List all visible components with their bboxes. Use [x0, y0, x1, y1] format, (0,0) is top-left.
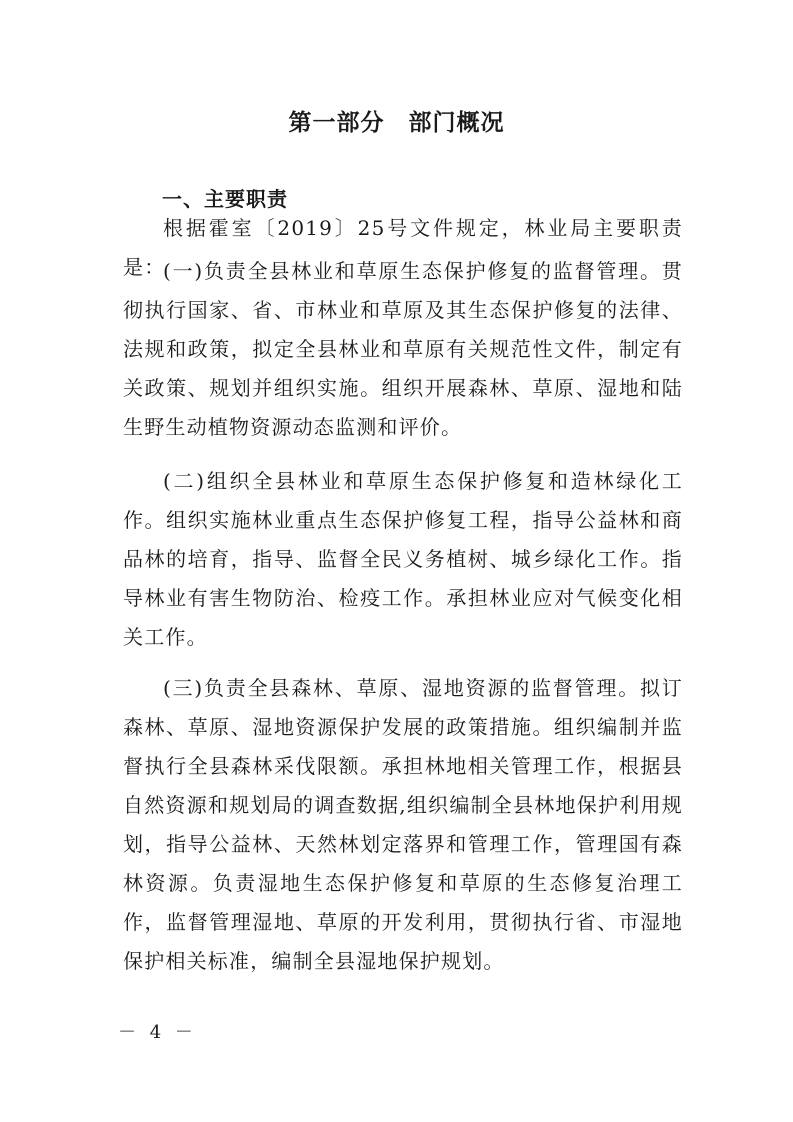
page-title: 第一部分 部门概况 [288, 110, 505, 136]
intro-paragraph: 根据霍室〔2019〕25号文件规定，林业局主要职责是： [123, 216, 683, 279]
page-number: － 4 － [118, 1022, 197, 1043]
duty-paragraph-1: (一)负责全县林业和草原生态保护修复的监督管理。贯彻执行国家、省、市林业和草原及其生态保护修复的法律、法规和政策，拟定全县林业和草原有关规范性文件，制定有关政策、规划并组织实施。组织开展森林、草原、湿地和陆生野生动植物资源动态监测和评价。 [123, 259, 683, 439]
duty-paragraph-2: (二)组织全县林业和草原生态保护修复和造林绿化工作。组织实施林业重点生态保护修复工程，指导公益林和商品林的培育，指导、监督全民义务植树、城乡绿化工作。指导林业有害生物防治、检疫工作。承担林业应对气候变化相关工作。 [123, 469, 683, 649]
duty-paragraph-3: (三)负责全县森林、草原、湿地资源的监督管理。拟订森林、草原、湿地资源保护发展的政策措施。组织编制并监督执行全县森林采伐限额。承担林地相关管理工作，根据县自然资源和规划局的调查数据,组织编制全县林地保护利用规划，指导公益林、天然林划定落界和管理工作，管理国有森林资源。负责湿地生态保护修复和草原的生态修复治理工作，监督管理湿地、草原的开发利用，贯彻执行省、市湿地保护相关标准，编制全县湿地保护规划。 [123, 676, 683, 973]
section-heading: 一、主要职责 [162, 187, 288, 211]
